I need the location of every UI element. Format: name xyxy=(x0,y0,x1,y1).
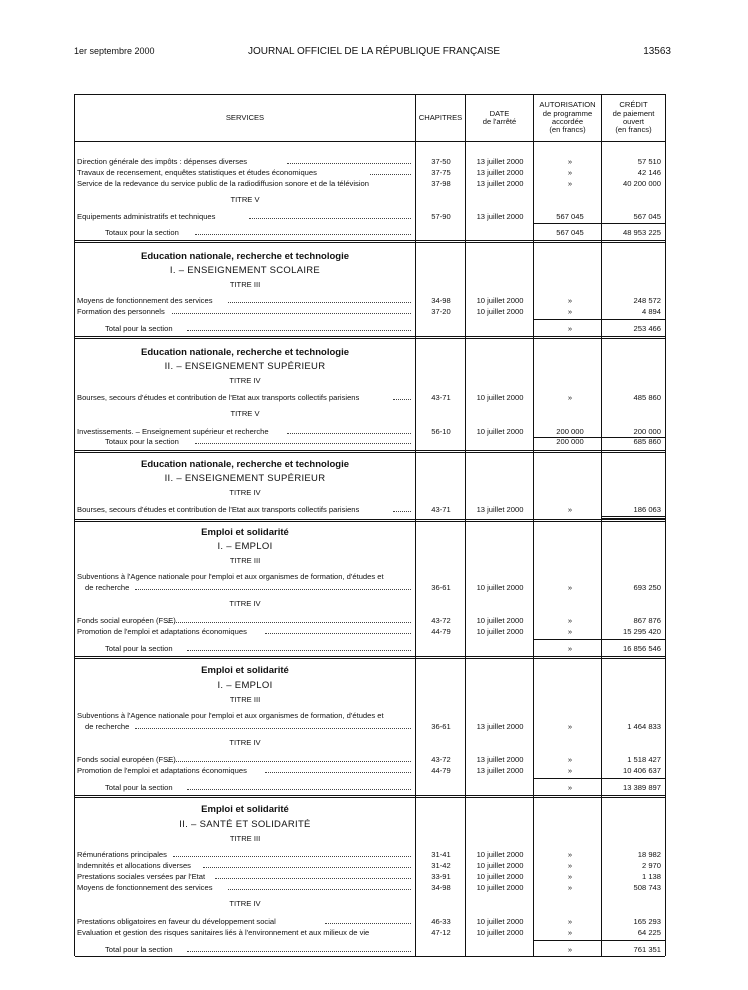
date-cell: 10 juillet 2000 xyxy=(476,616,524,625)
subtotal-rule xyxy=(534,223,665,224)
chapitre-cell: 44-79 xyxy=(431,766,451,775)
leader-dots xyxy=(187,782,411,790)
total-label: Total pour la section xyxy=(105,945,173,954)
titre-heading: TITRE IV xyxy=(229,599,261,608)
credit-cell: 200 000 xyxy=(633,427,661,436)
service-label: Prestations obligatoires en faveur du développement social xyxy=(77,917,276,926)
service-label: Evaluation et gestion des risques sanitaires liés à l'environnement et aux milieux de vie xyxy=(77,928,370,937)
service-label: Rémunérations principales xyxy=(77,850,167,859)
service-label: Fonds social européen (FSE) xyxy=(77,755,176,764)
leader-dots xyxy=(135,582,411,590)
total-label: Total pour la section xyxy=(105,644,173,653)
credit-cell: 64 225 xyxy=(637,928,661,937)
chapitre-cell: 47-12 xyxy=(431,928,451,937)
autorisation-cell: » xyxy=(567,850,573,859)
credit-cell: 1 518 427 xyxy=(627,755,661,764)
autorisation-cell: » xyxy=(567,616,573,625)
autorisation-cell: » xyxy=(567,872,573,881)
service-label: Promotion de l'emploi et adaptations économiques xyxy=(77,766,247,775)
leader-dots xyxy=(172,306,411,314)
service-label: Indemnités et allocations diverses xyxy=(77,861,191,870)
credit-cell: 2 970 xyxy=(641,861,661,870)
date-cell: 10 juillet 2000 xyxy=(476,917,524,926)
column-divider xyxy=(601,95,602,956)
column-divider xyxy=(415,95,416,956)
credit-total: 685 860 xyxy=(633,437,661,446)
autorisation-total: » xyxy=(567,644,573,653)
chapitre-cell: 56-10 xyxy=(431,427,451,436)
leader-dots xyxy=(249,211,411,219)
date-cell: 10 juillet 2000 xyxy=(476,427,524,436)
service-label: Moyens de fonctionnement des services xyxy=(77,296,213,305)
service-label: Promotion de l'emploi et adaptations économiques xyxy=(77,627,247,636)
service-label: Subventions à l'Agence nationale pour l'emploi et aux organismes de formation, d'études et xyxy=(77,711,384,720)
service-label: Direction générale des impôts : dépenses diverses xyxy=(77,157,248,166)
autorisation-total: » xyxy=(567,324,573,333)
date-cell: 10 juillet 2000 xyxy=(476,872,524,881)
leader-dots xyxy=(393,504,411,512)
header-rule xyxy=(75,141,665,142)
date-cell: 13 juillet 2000 xyxy=(476,212,524,221)
titre-heading: TITRE III xyxy=(229,834,261,843)
service-label: Investissements. – Enseignement supérieur et recherche xyxy=(77,427,269,436)
leader-dots xyxy=(195,436,411,444)
section-separator xyxy=(75,519,665,522)
autorisation-cell: » xyxy=(567,505,573,514)
credit-total: 48 953 225 xyxy=(622,228,661,237)
leader-dots xyxy=(203,860,411,868)
section-separator xyxy=(75,656,665,659)
date-cell: 10 juillet 2000 xyxy=(476,861,524,870)
chapitre-cell: 43-71 xyxy=(431,393,451,402)
section-title: Emploi et solidarité xyxy=(201,665,289,676)
titre-heading: TITRE IV xyxy=(229,899,261,908)
date-cell: 13 juillet 2000 xyxy=(476,755,524,764)
column-header-services: SERVICES xyxy=(225,112,265,122)
service-label: Equipements administratifs et techniques xyxy=(77,212,216,221)
autorisation-cell: » xyxy=(567,928,573,937)
credit-cell: 186 063 xyxy=(633,505,661,514)
leader-dots xyxy=(187,323,411,331)
autorisation-cell: » xyxy=(567,883,573,892)
date-cell: 13 juillet 2000 xyxy=(476,157,524,166)
section-separator xyxy=(75,240,665,243)
credit-cell: 40 200 000 xyxy=(622,179,661,188)
credit-cell: 485 860 xyxy=(633,393,661,402)
autorisation-cell: » xyxy=(567,766,573,775)
leader-dots xyxy=(265,765,411,773)
date-cell: 10 juillet 2000 xyxy=(476,296,524,305)
titre-heading: TITRE IV xyxy=(229,738,261,747)
credit-cell: 42 146 xyxy=(637,168,661,177)
credit-cell: 1 464 833 xyxy=(627,722,661,731)
chapitre-cell: 31-42 xyxy=(431,861,451,870)
credit-total: 761 351 xyxy=(633,945,661,954)
credit-cell: 248 572 xyxy=(633,296,661,305)
autorisation-cell: » xyxy=(567,296,573,305)
subtotal-rule xyxy=(534,940,665,941)
column-header-chapitres: CHAPITRES xyxy=(418,112,463,122)
date-cell: 10 juillet 2000 xyxy=(476,883,524,892)
autorisation-cell: 567 045 xyxy=(556,212,584,221)
date-cell: 13 juillet 2000 xyxy=(476,168,524,177)
chapitre-cell: 43-72 xyxy=(431,616,451,625)
credit-total: 16 856 546 xyxy=(622,644,661,653)
section-subtitle: II. – SANTÉ ET SOLIDARITÉ xyxy=(179,819,311,830)
chapitre-cell: 46-33 xyxy=(431,917,451,926)
leader-dots xyxy=(287,426,411,434)
section-subtitle: I. – EMPLOI xyxy=(217,680,273,691)
chapitre-cell: 44-79 xyxy=(431,627,451,636)
column-header-date: DATE de l'arrêté xyxy=(482,108,517,126)
leader-dots xyxy=(370,167,411,175)
leader-dots xyxy=(187,643,411,651)
service-label: Subventions à l'Agence nationale pour l'emploi et aux organismes de formation, d'études et xyxy=(77,572,384,581)
section-subtitle: II. – ENSEIGNEMENT SUPÉRIEUR xyxy=(164,361,326,372)
chapitre-cell: 43-71 xyxy=(431,505,451,514)
credit-cell: 1 138 xyxy=(641,872,661,881)
credit-cell: 18 982 xyxy=(637,850,661,859)
autorisation-total: » xyxy=(567,783,573,792)
leader-dots xyxy=(325,916,411,924)
credit-cell: 508 743 xyxy=(633,883,661,892)
service-label: Bourses, secours d'études et contribution de l'Etat aux transports collectifs parisiens xyxy=(77,505,360,514)
total-label: Totaux pour la section xyxy=(105,228,179,237)
leader-dots xyxy=(228,295,411,303)
leader-dots xyxy=(173,849,411,857)
autorisation-cell: » xyxy=(567,583,573,592)
credit-cell: 15 295 420 xyxy=(622,627,661,636)
chapitre-cell: 31-41 xyxy=(431,850,451,859)
service-label: de recherche xyxy=(85,583,130,592)
autorisation-cell: » xyxy=(567,393,573,402)
section-subtitle: II. – ENSEIGNEMENT SUPÉRIEUR xyxy=(164,473,326,484)
credit-cell: 693 250 xyxy=(633,583,661,592)
autorisation-cell: » xyxy=(567,307,573,316)
column-header-credit: CRÉDIT de paiement ouvert (en francs) xyxy=(612,100,655,135)
service-label: Service de la redevance du service public de la radiodiffusion sonore et de la télévision xyxy=(77,179,369,188)
leader-dots xyxy=(165,615,411,623)
section-separator xyxy=(75,336,665,339)
date-cell: 10 juillet 2000 xyxy=(476,627,524,636)
autorisation-cell: » xyxy=(567,179,573,188)
date-cell: 13 juillet 2000 xyxy=(476,766,524,775)
leader-dots xyxy=(393,392,411,400)
section-separator xyxy=(75,795,665,798)
header-date: 1er septembre 2000 xyxy=(74,46,155,56)
column-divider xyxy=(533,95,534,956)
date-cell: 10 juillet 2000 xyxy=(476,850,524,859)
chapitre-cell: 43-72 xyxy=(431,755,451,764)
credit-cell: 567 045 xyxy=(633,212,661,221)
date-cell: 10 juillet 2000 xyxy=(476,307,524,316)
chapitre-cell: 36-61 xyxy=(431,583,451,592)
autorisation-total: 200 000 xyxy=(556,437,584,446)
section-title: Emploi et solidarité xyxy=(201,804,289,815)
titre-heading: TITRE V xyxy=(230,195,260,204)
autorisation-cell: 200 000 xyxy=(556,427,584,436)
service-label: Moyens de fonctionnement des services xyxy=(77,883,213,892)
subtotal-rule xyxy=(534,319,665,320)
date-cell: 10 juillet 2000 xyxy=(476,928,524,937)
autorisation-cell: » xyxy=(567,157,573,166)
titre-heading: TITRE III xyxy=(229,695,261,704)
leader-dots xyxy=(135,721,411,729)
titre-heading: TITRE V xyxy=(230,409,260,418)
leader-dots xyxy=(187,944,411,952)
total-label: Totaux pour la section xyxy=(105,437,179,446)
page-number: 13563 xyxy=(643,46,671,57)
credits-table xyxy=(74,94,666,956)
autorisation-cell: » xyxy=(567,917,573,926)
autorisation-total: 567 045 xyxy=(556,228,584,237)
autorisation-cell: » xyxy=(567,168,573,177)
chapitre-cell: 37-75 xyxy=(431,168,451,177)
autorisation-total: » xyxy=(567,945,573,954)
credit-cell: 10 406 637 xyxy=(622,766,661,775)
header-title: JOURNAL OFFICIEL DE LA RÉPUBLIQUE FRANÇAISE xyxy=(247,46,501,57)
total-label: Total pour la section xyxy=(105,324,173,333)
column-divider xyxy=(465,95,466,956)
section-title: Emploi et solidarité xyxy=(201,527,289,538)
leader-dots xyxy=(228,882,411,890)
section-separator xyxy=(75,450,665,453)
service-label: Bourses, secours d'études et contribution de l'Etat aux transports collectifs parisiens xyxy=(77,393,360,402)
autorisation-cell: » xyxy=(567,755,573,764)
date-cell: 10 juillet 2000 xyxy=(476,393,524,402)
leader-dots xyxy=(265,626,411,634)
leader-dots xyxy=(195,227,411,235)
section-subtitle: I. – EMPLOI xyxy=(217,541,273,552)
chapitre-cell: 37-50 xyxy=(431,157,451,166)
autorisation-cell: » xyxy=(567,722,573,731)
date-cell: 13 juillet 2000 xyxy=(476,505,524,514)
chapitre-cell: 37-20 xyxy=(431,307,451,316)
total-label: Total pour la section xyxy=(105,783,173,792)
credit-cell: 57 510 xyxy=(637,157,661,166)
service-label: Fonds social européen (FSE) xyxy=(77,616,176,625)
chapitre-cell: 34-98 xyxy=(431,883,451,892)
chapitre-cell: 36-61 xyxy=(431,722,451,731)
date-cell: 10 juillet 2000 xyxy=(476,583,524,592)
column-header-autorisation: AUTORISATION de programme accordée (en francs) xyxy=(539,100,596,135)
leader-dots xyxy=(165,754,411,762)
section-title: Education nationale, recherche et technologie xyxy=(141,251,349,262)
autorisation-cell: » xyxy=(567,627,573,636)
section-subtitle: I. – ENSEIGNEMENT SCOLAIRE xyxy=(169,265,321,276)
chapitre-cell: 33-91 xyxy=(431,872,451,881)
titre-heading: TITRE IV xyxy=(229,488,261,497)
credit-cell: 165 293 xyxy=(633,917,661,926)
credit-cell: 4 894 xyxy=(641,307,661,316)
table-bottom-rule xyxy=(75,956,665,957)
leader-dots xyxy=(287,156,411,164)
chapitre-cell: 34-98 xyxy=(431,296,451,305)
date-cell: 13 juillet 2000 xyxy=(476,179,524,188)
section-title: Education nationale, recherche et technologie xyxy=(141,459,349,470)
chapitre-cell: 37-98 xyxy=(431,179,451,188)
chapitre-cell: 57-90 xyxy=(431,212,451,221)
subtotal-rule xyxy=(534,639,665,640)
service-label: Travaux de recensement, enquêtes statistiques et études économiques xyxy=(77,168,317,177)
service-label: Prestations sociales versées par l'Etat xyxy=(77,872,206,881)
autorisation-cell: » xyxy=(567,861,573,870)
section-title: Education nationale, recherche et technologie xyxy=(141,347,349,358)
leader-dots xyxy=(215,871,411,879)
credit-total: 253 466 xyxy=(633,324,661,333)
titre-heading: TITRE III xyxy=(229,556,261,565)
titre-heading: TITRE III xyxy=(229,280,261,289)
titre-heading: TITRE IV xyxy=(229,376,261,385)
credit-total: 13 389 897 xyxy=(622,783,661,792)
service-label: de recherche xyxy=(85,722,130,731)
credit-cell: 867 876 xyxy=(633,616,661,625)
subtotal-rule xyxy=(534,778,665,779)
date-cell: 13 juillet 2000 xyxy=(476,722,524,731)
service-label: Formation des personnels xyxy=(77,307,165,316)
